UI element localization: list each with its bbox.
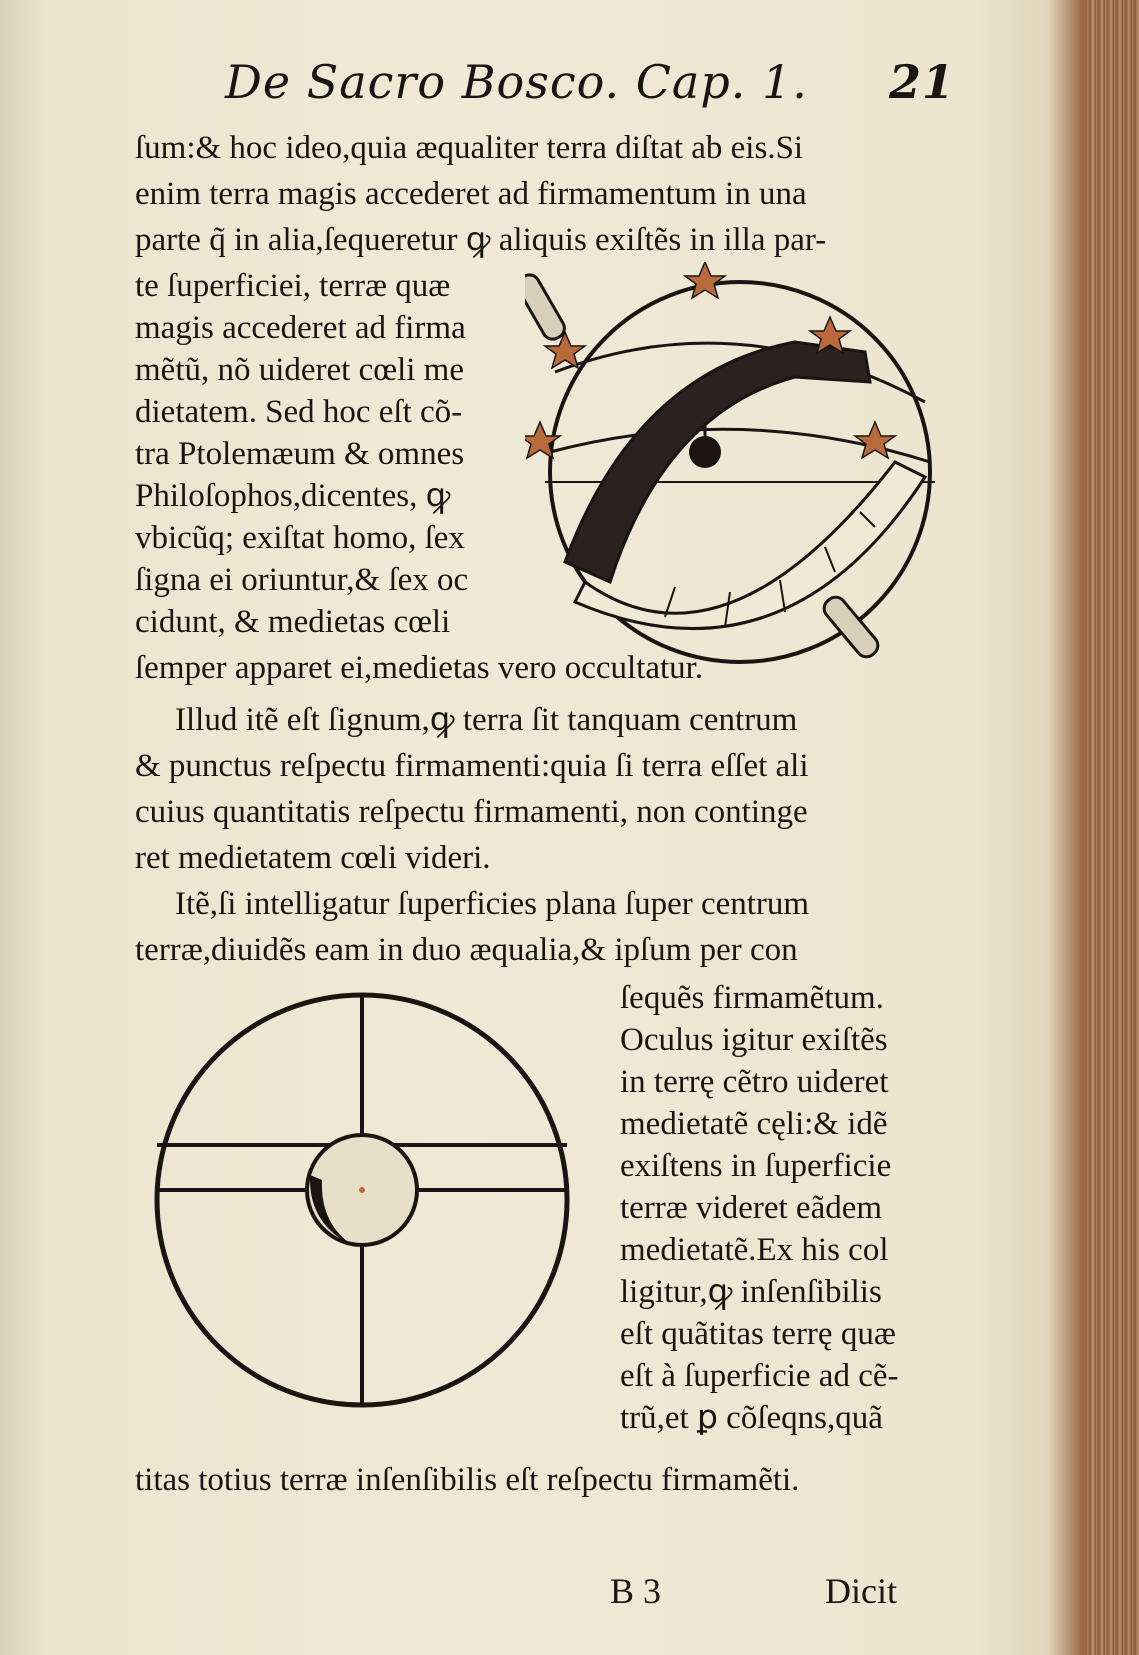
header-title: De Sacro Bosco. Cap. 1. [225,55,808,109]
text-line: parte q̃ in alia,ſequeretur ꝙ aliquis exiſtẽs in illa par- [135,222,827,258]
signature-mark: B 3 [610,1571,662,1611]
text-line: dietatem. Sed hoc eſt cõ- [135,394,463,430]
catchword: Dicit [825,1571,897,1611]
armillary-sphere-figure [525,262,965,682]
text-line: Illud itẽ eſt ſignum,ꝙ terra ſit tanquam centrum [175,702,798,738]
text-line: mẽtũ, nõ uideret cœli me [135,352,464,388]
text-line: Itẽ,ſi intelligatur ſuperficies plana ſuper centrum [175,886,810,922]
text-line: titas totius terræ inſenſibilis eſt reſpectu firmamẽti. [135,1462,800,1498]
text-line: ſum:& hoc ideo,quia æqualiter terra diſtat ab eis.Si [135,130,804,166]
star-icon [685,262,725,298]
text-line: trũ,et ꝑ cõſeqns,quã [620,1400,883,1436]
text-line: exiſtens in ſuperficie [620,1148,892,1184]
text-line: ſigna ei oriuntur,& ſex oc [135,562,469,598]
text-line: terræ videret eãdem [620,1190,883,1226]
text-line: ſemper apparet ei,medietas vero occultatur. [135,650,704,686]
text-line: & punctus reſpectu firmamenti:quia ſi terra eſſet ali [135,748,809,784]
text-line: tra Ptolemæum & omnes [135,436,465,472]
text-line: eſt quãtitas terrę quæ [620,1316,896,1352]
earth-center-diagram [150,985,580,1415]
text-line: ſequẽs firmamẽtum. [620,980,884,1016]
text-line: medietatẽ cęli:& idẽ [620,1106,888,1142]
text-line: eſt à ſuperficie ad cẽ- [620,1358,899,1394]
north-pole-axis [525,271,568,343]
page-number: 21 [888,55,955,109]
text-line: terræ,diuidẽs eam in duo æqualia,& ipſum per con [135,932,798,968]
earth-globe [689,436,721,468]
text-line: ret medietatem cœli videri. [135,840,491,876]
text-line: cidunt, & medietas cœli [135,604,451,640]
running-header [225,55,955,125]
text-line: magis accederet ad firma [135,310,466,346]
text-line: vbicũq; exiſtat homo, ſex [135,520,465,556]
text-line: enim terra magis accederet ad firmamentum in una [135,176,807,212]
text-line: Philoſophos,dicentes, ꝙ [135,478,451,514]
text-line: Oculus igitur exiſtẽs [620,1022,888,1058]
text-line: in terrę cẽtro uideret [620,1064,889,1100]
text-line: ligitur,ꝙ inſenſibilis [620,1274,882,1310]
page-edges [1087,0,1139,1655]
text-line: medietatẽ.Ex his col [620,1232,889,1268]
text-line: cuius quantitatis reſpectu firmamenti, non continge [135,794,808,830]
star-icon [855,422,895,458]
text-line: te ſuperficiei, terræ quæ [135,268,451,304]
